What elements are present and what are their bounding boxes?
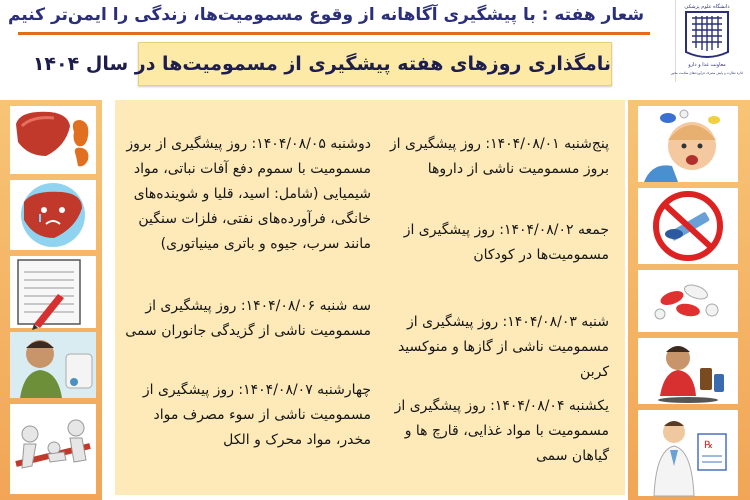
university-logo bbox=[670, 0, 744, 82]
child-with-medicine-icon bbox=[638, 338, 738, 404]
header-divider bbox=[18, 32, 650, 35]
logo-line-2: اداره نظارت و پایش مصرف فرآورده‌های سلامت محور bbox=[670, 71, 744, 75]
day-sunday-entry: یکشنبه ۱۴۰۴/۰۸/۰۴: روز پیشگیری از مسمومیت با مواد غذایی، قارچ ها و گیاهان سمی bbox=[394, 398, 609, 464]
logo-top-text: دانشگاه علوم پزشکی bbox=[684, 4, 730, 10]
sick-man-icon bbox=[10, 332, 96, 398]
left-image-strip bbox=[0, 100, 102, 500]
no-drugs-sign-icon bbox=[638, 188, 738, 264]
svg-text:℞: ℞ bbox=[704, 440, 713, 451]
stretcher-icon bbox=[10, 404, 96, 494]
day-monday-entry: دوشنبه ۱۴۰۴/۰۸/۰۵: روز پیشگیری از بروز مسمومیت با سموم دفع آفات نباتی، مواد شیمیایی (شامل: اسید، قلیا و شوینده‌های خانگی، فرآورده‌های نفتی، فلزات سنگین مانند سرب، جیوه و باتری مینیاتوری) bbox=[126, 136, 371, 252]
weekly-slogan: شعار هفته : با پیشگیری آگاهانه از وقوع مسمومیت‌ها، زندگی را ایمن‌تر کنیم bbox=[7, 5, 645, 25]
page-title: نامگذاری روزهای هفته پیشگیری از مسمومیت‌ها در سال ۱۴۰۴ bbox=[138, 42, 612, 86]
scattered-pills-icon bbox=[638, 270, 738, 332]
clipboard-pencil-icon bbox=[10, 256, 96, 328]
day-tuesday-entry: سه شنبه ۱۴۰۴/۰۸/۰۶: روز پیشگیری از مسمومیت ناشی از گزیدگی جانوران سمی bbox=[125, 298, 371, 339]
day-friday-entry: جمعه ۱۴۰۴/۰۸/۰۲: روز پیشگیری از مسمومیت‌ها در کودکان bbox=[403, 222, 609, 263]
right-image-strip bbox=[628, 100, 750, 500]
child-swallowing-pills-icon bbox=[638, 106, 738, 182]
day-saturday-entry: شنبه ۱۴۰۴/۰۸/۰۳: روز پیشگیری از مسمومیت ناشی از گازها و منوکسید کربن bbox=[397, 314, 609, 380]
sad-liver-icon bbox=[10, 180, 96, 250]
doctor-prescription-icon bbox=[638, 410, 738, 496]
schedule-panel bbox=[115, 100, 625, 495]
day-thursday-entry: پنج‌شنبه ۱۴۰۴/۰۸/۰۱: روز پیشگیری از بروز مسمومیت ناشی از داروها bbox=[389, 136, 609, 177]
day-wednesday-entry: چهارشنبه ۱۴۰۴/۰۸/۰۷: روز پیشگیری از مسمومیت ناشی از سوء مصرف مواد مخدر، مواد محرک و الکل bbox=[142, 382, 371, 448]
logo-line-1: معاونت غذا و دارو bbox=[688, 62, 726, 68]
liver-kidney-icon bbox=[10, 106, 96, 174]
